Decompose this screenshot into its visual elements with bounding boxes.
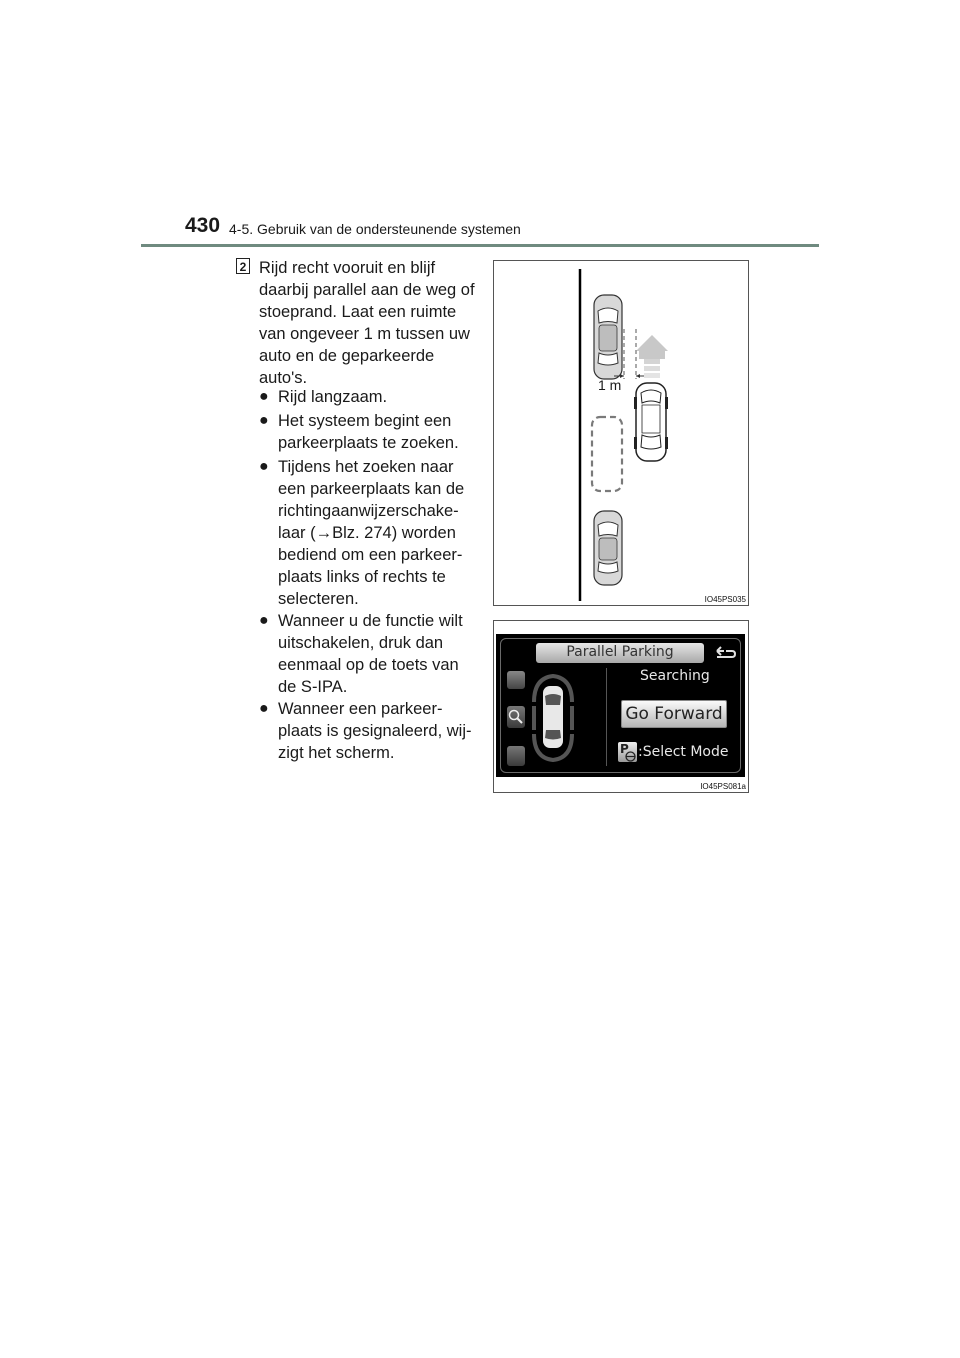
intro-line: van ongeveer 1 m tussen uw bbox=[259, 325, 470, 343]
header-rule bbox=[141, 244, 819, 247]
bullet-line: eenmaal op de toets van bbox=[278, 656, 459, 674]
bullet-line: richtingaanwijzerschake- bbox=[278, 502, 459, 520]
parking-assist-screen bbox=[496, 634, 745, 777]
parked-car-bottom-icon bbox=[594, 511, 622, 585]
title-bar bbox=[536, 643, 704, 663]
bullet-line: Rijd langzaam. bbox=[278, 388, 388, 406]
intro-line: auto en de geparkeerde bbox=[259, 347, 435, 365]
bullet-line: zigt het scherm. bbox=[278, 744, 395, 762]
go-forward-button[interactable] bbox=[621, 700, 727, 728]
page-number: 430 bbox=[185, 214, 221, 237]
own-car-icon bbox=[634, 383, 668, 461]
figure-code: IO45PS081a bbox=[700, 782, 746, 791]
car-sensor-view-icon bbox=[530, 672, 576, 764]
bullet-dot-icon: ● bbox=[259, 412, 269, 429]
mode-icon-letter: P bbox=[620, 742, 629, 756]
bullet-line: een parkeerplaats kan de bbox=[278, 480, 465, 498]
bullet-line: plaats is gesignaleerd, wij- bbox=[278, 722, 472, 740]
parked-car-top-icon bbox=[594, 295, 622, 379]
status-text: Searching bbox=[640, 668, 710, 684]
side-button-top[interactable] bbox=[507, 671, 525, 689]
bullet-line: plaats links of rechts te bbox=[278, 568, 446, 586]
search-button[interactable] bbox=[507, 706, 525, 728]
distance-label: 1 m bbox=[598, 377, 622, 393]
display-screen-figure bbox=[493, 620, 749, 793]
step-intro bbox=[259, 257, 479, 389]
empty-parking-space bbox=[592, 417, 622, 491]
bullet-line: Wanneer u de functie wilt bbox=[278, 612, 463, 630]
bullet-line: Het systeem begint een bbox=[278, 412, 452, 430]
go-forward-label: Go Forward bbox=[625, 704, 723, 724]
bullet-line: de S-IPA. bbox=[278, 678, 348, 696]
select-mode-label: :Select Mode bbox=[638, 744, 729, 760]
bullet-line: parkeerplaats te zoeken. bbox=[278, 434, 459, 452]
intro-line: daarbij parallel aan de weg of bbox=[259, 281, 475, 299]
bullet-dot-icon: ● bbox=[259, 612, 269, 629]
intro-line: auto's. bbox=[259, 369, 308, 387]
section-title: 4-5. Gebruik van de ondersteunende systemen bbox=[229, 221, 521, 237]
step-number-badge: 2 bbox=[236, 258, 250, 274]
figure-code: IO45PS035 bbox=[704, 595, 746, 604]
bullet-line: Wanneer een parkeer- bbox=[278, 700, 443, 718]
bullet-line: laar (→Blz. 274) worden bbox=[278, 524, 456, 542]
steering-icon bbox=[625, 751, 636, 762]
bullet-dot-icon: ● bbox=[259, 458, 269, 475]
parking-diagram-drawing bbox=[494, 261, 748, 605]
bullet-dot-icon: ● bbox=[259, 700, 269, 717]
magnifier-icon bbox=[507, 706, 525, 728]
back-icon[interactable] bbox=[714, 645, 736, 661]
side-button-bottom[interactable] bbox=[507, 746, 525, 766]
forward-arrow-icon bbox=[636, 335, 668, 378]
parking-diagram bbox=[493, 260, 749, 606]
mode-switch-icon[interactable] bbox=[618, 742, 637, 762]
intro-line: Rijd recht vooruit en blijf bbox=[259, 259, 436, 277]
vertical-divider bbox=[606, 668, 607, 766]
bullet-line: uitschakelen, druk dan bbox=[278, 634, 444, 652]
intro-line: stoeprand. Laat een ruimte bbox=[259, 303, 457, 321]
bullet-line: selecteren. bbox=[278, 590, 359, 608]
bullet-line: bediend om een parkeer- bbox=[278, 546, 463, 564]
bullet-dot-icon: ● bbox=[259, 388, 269, 405]
screen-title: Parallel Parking bbox=[566, 644, 674, 660]
bullet-line: Tijdens het zoeken naar bbox=[278, 458, 454, 476]
